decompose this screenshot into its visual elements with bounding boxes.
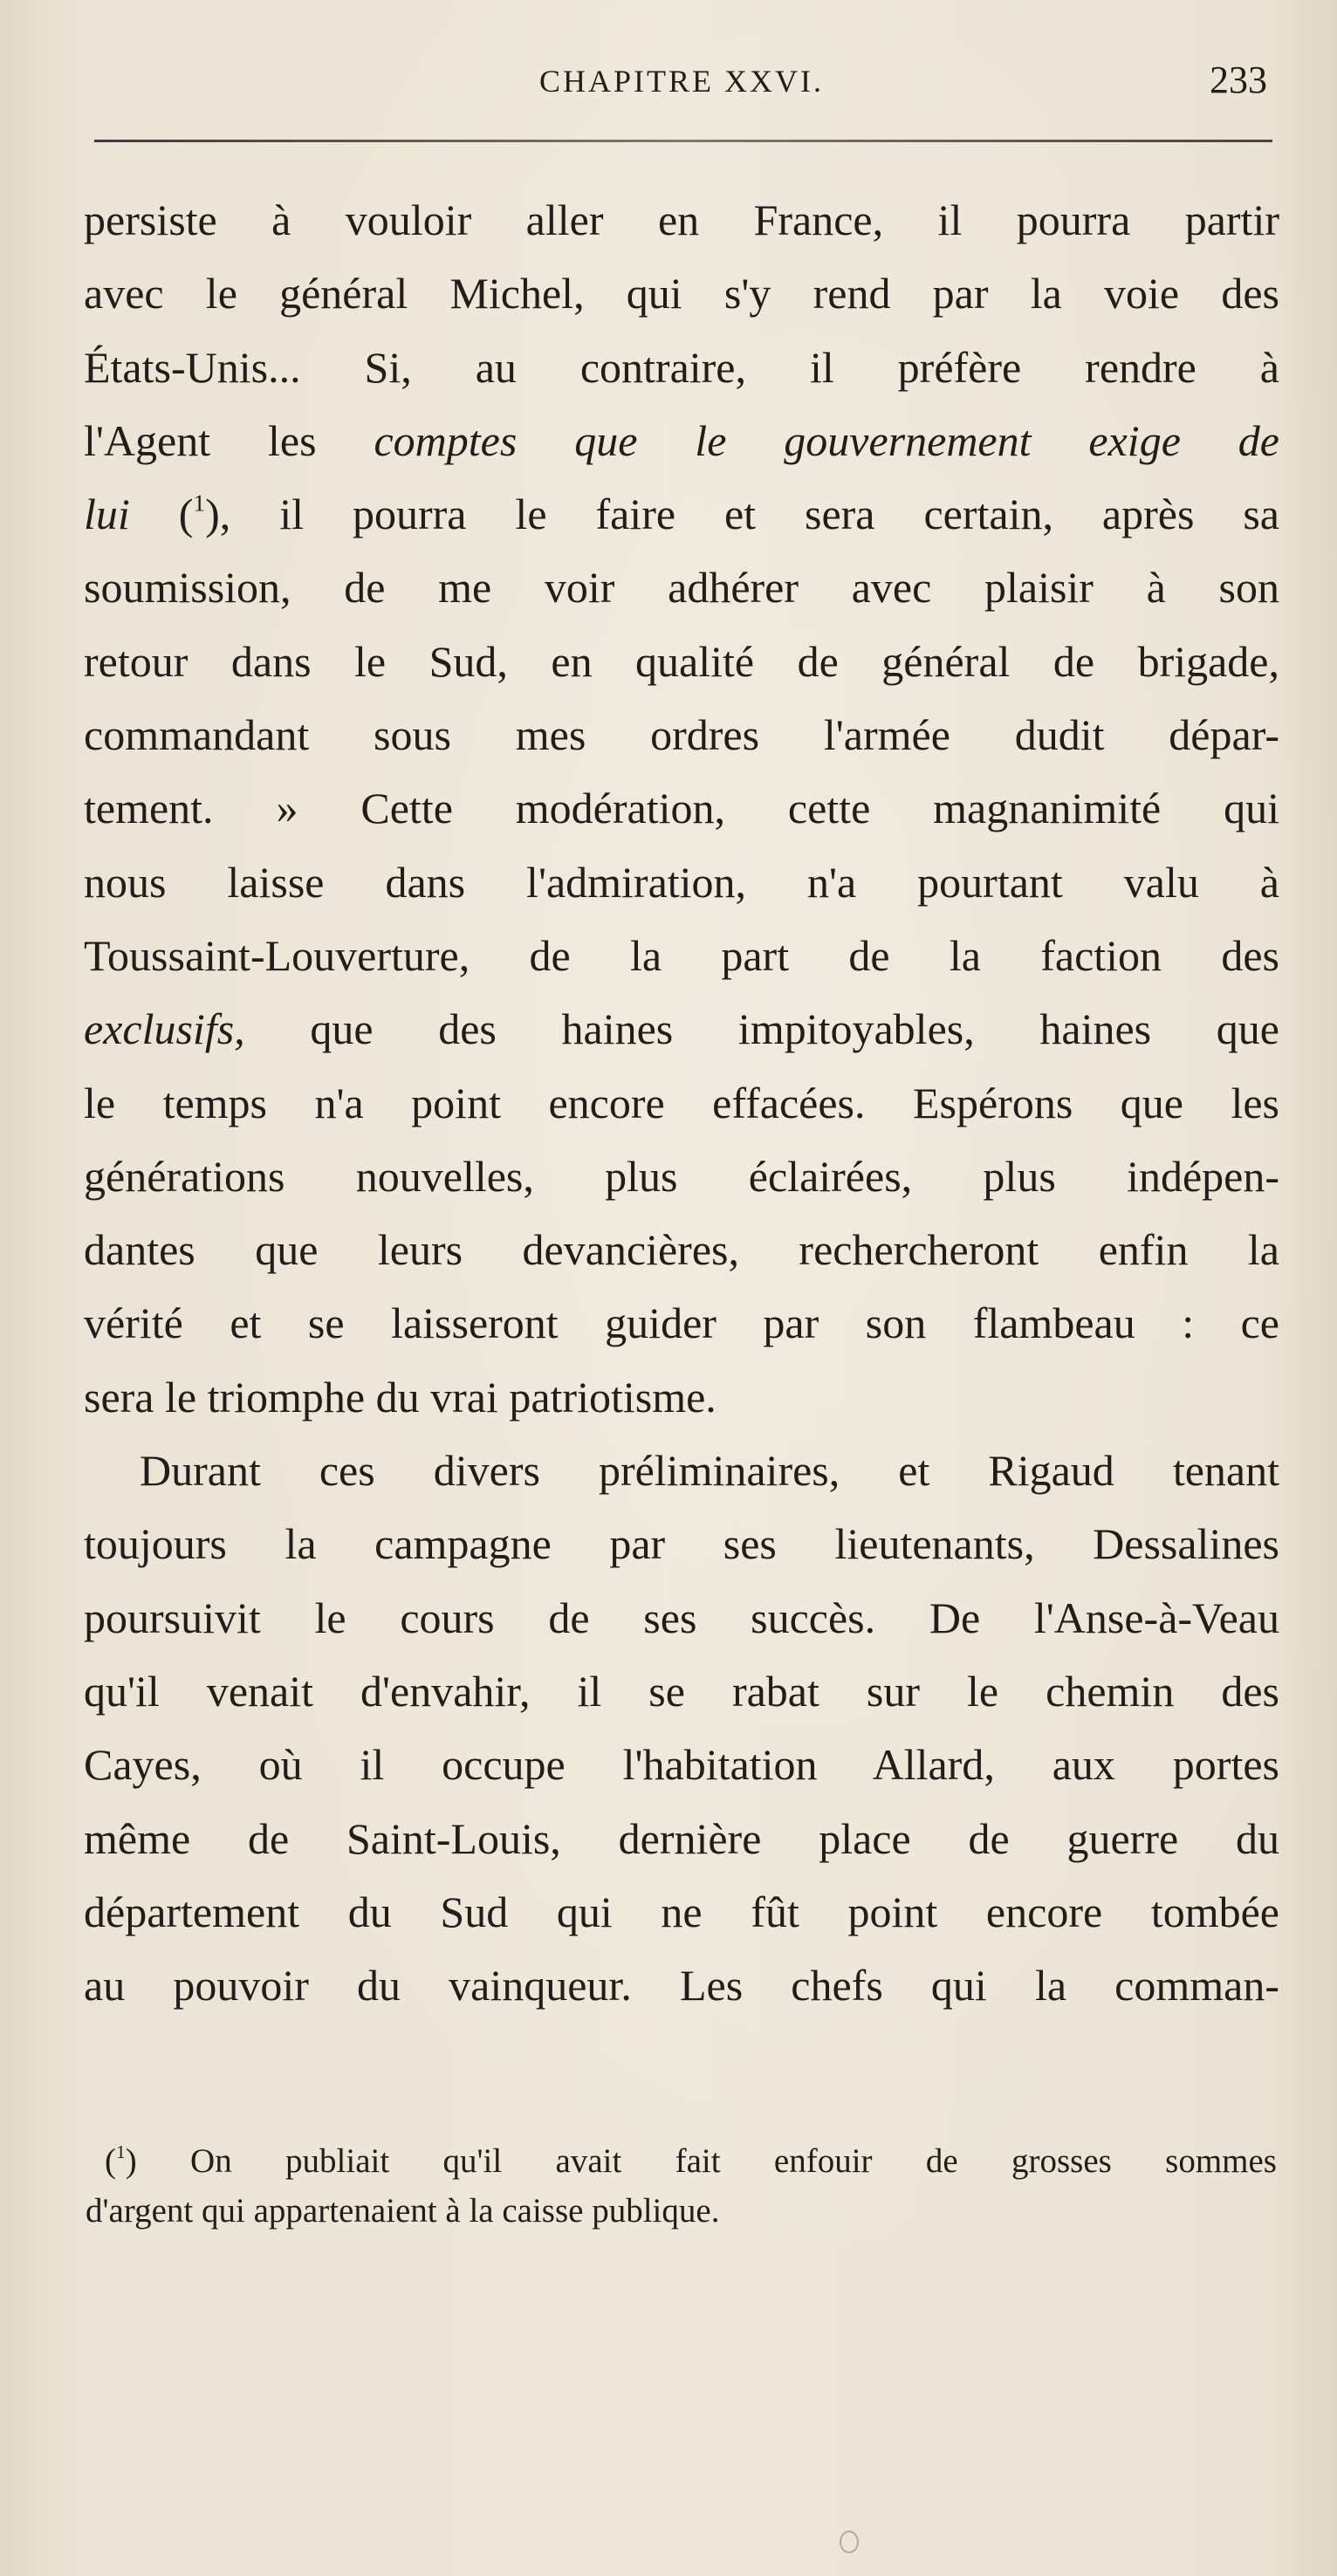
- text-line: vérité et se laisseront guider par son flambeau : ce: [84, 1298, 1279, 1348]
- text-line: retour dans le Sud, en qualité de général de brigade,: [84, 636, 1279, 686]
- text-line: avec le général Michel, qui s'y rend par la voie des: [84, 269, 1279, 319]
- text-line: nous laisse dans l'admiration, n'a pourtant valu à: [84, 857, 1279, 907]
- text-line: même de Saint-Louis, dernière place de guerre du: [84, 1813, 1279, 1863]
- text-line: au pouvoir du vainqueur. Les chefs qui la comman-: [84, 1961, 1279, 2011]
- italic-phrase: comptes que le gouvernement exige de: [374, 415, 1279, 465]
- text-line: tement. » Cette modération, cette magnanimité qui: [84, 784, 1279, 833]
- text-line: persiste à vouloir aller en France, il pourra partir: [84, 195, 1279, 244]
- italic-word: lui: [84, 490, 130, 539]
- text-line: générations nouvelles, plus éclairées, plus indépen-: [84, 1151, 1279, 1201]
- text-line: soumission, de me voir adhérer avec plaisir à son: [84, 563, 1279, 613]
- body-text: [84, 183, 1279, 2022]
- text-line: qu'il venait d'envahir, il se rabat sur le chemin des: [84, 1666, 1279, 1716]
- footnote: [86, 2136, 1277, 2236]
- paragraph-end-line: sera le triomphe du vrai patriotisme.: [84, 1372, 716, 1422]
- paragraph-start-line: Durant ces divers préliminaires, et Rigaud tenant: [140, 1446, 1279, 1496]
- paper-speck: [840, 2531, 859, 2553]
- page-number: 233: [1210, 58, 1267, 101]
- footnote-line: ($^1$) On publiait qu'il avait fait enfouir de grosses sommes: [105, 2141, 1277, 2180]
- text-line: le temps n'a point encore effacées. Espérons que les: [84, 1078, 1279, 1127]
- text-line: États-Unis... Si, au contraire, il préfère rendre à: [84, 342, 1279, 392]
- text-line: commandant sous mes ordres l'armée dudit dépar-: [84, 710, 1279, 760]
- footnote-line: d'argent qui appartenaient à la caisse publique.: [86, 2192, 720, 2230]
- text-line: toujours la campagne par ses lieutenants, Dessalines: [84, 1519, 1279, 1569]
- header-rule: [94, 140, 1272, 142]
- text-line: département du Sud qui ne fût point encore tombée: [84, 1887, 1279, 1936]
- text-line: lui ($^1$), il pourra le faire et sera certain, après sa: [84, 489, 1279, 539]
- text-line: exclusifs, que des haines impitoyables, haines que: [84, 1004, 1279, 1054]
- footnote-marker: 1: [116, 2141, 126, 2162]
- italic-word: exclusifs,: [84, 1004, 245, 1054]
- running-head: [87, 54, 1276, 106]
- text-line: Cayes, où il occupe l'habitation Allard, aux portes: [84, 1740, 1279, 1790]
- text-line: poursuivit le cours de ses succès. De l'Anse-à-Veau: [84, 1593, 1279, 1642]
- footnote-ref: 1: [193, 489, 206, 517]
- text-line: l'Agent les comptes que le gouvernement exige de: [84, 415, 1279, 465]
- text-line: Toussaint-Louverture, de la part de la faction des: [84, 930, 1279, 980]
- text-line: dantes que leurs devancières, rechercheront enfin la: [84, 1225, 1279, 1275]
- chapter-heading: CHAPITRE XXVI.: [539, 64, 824, 99]
